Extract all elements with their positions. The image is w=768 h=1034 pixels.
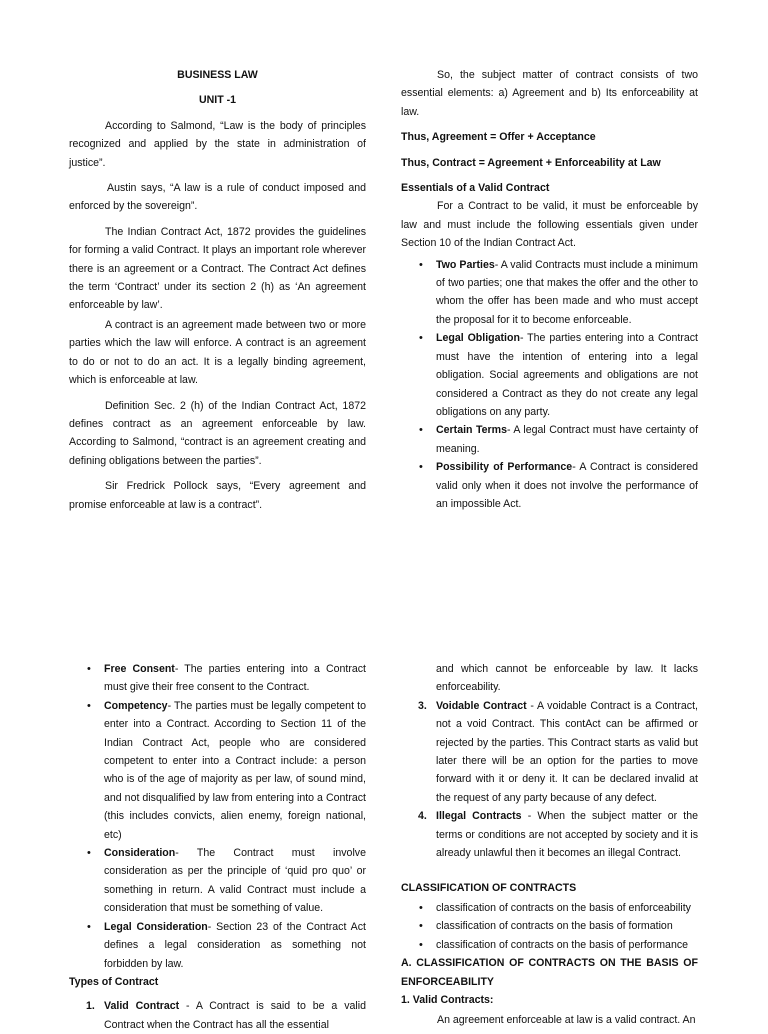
- page1-left-column: [69, 66, 366, 514]
- list-item-term: Certain Terms: [436, 424, 507, 437]
- list-item-term: Illegal Contracts: [436, 810, 522, 823]
- valid-contracts-heading: 1. Valid Contracts:: [401, 993, 494, 1006]
- list-item-term: Competency: [104, 699, 168, 712]
- list-item: [69, 697, 366, 844]
- list-item-term: Possibility of Performance: [436, 461, 573, 474]
- document-title: BUSINESS LAW: [177, 69, 258, 81]
- list-item: [401, 421, 698, 458]
- list-item-text: classification of contracts on the basis of enforceability: [436, 901, 691, 914]
- list-item-term: Free Consent: [104, 663, 175, 675]
- list-item-term: Valid Contract: [104, 1000, 180, 1013]
- essentials-heading: Essentials of a Valid Contract: [401, 182, 550, 195]
- pollock-definition: Sir Fredrick Pollock says, “Every agreement and promise enforceable at law is a contract”.: [69, 480, 366, 511]
- list-item: [69, 844, 366, 918]
- essentials-intro: For a Contract to be valid, it must be enforceable by law and must include the following essentials given under Section 10 of the Indian Contract Act.: [401, 200, 698, 250]
- subject-matter-paragraph: So, the subject matter of contract consists of two essential elements: a) Agreement and b) Its enforceability at law.: [401, 69, 698, 118]
- list-item-text: - When the subject matter or the terms or conditions are not accepted by society and it is already unlawful then it becomes an illegal Contract.: [436, 810, 698, 860]
- types-of-contract-heading: Types of Contract: [69, 975, 159, 988]
- list-item-term: Two Parties: [436, 258, 495, 271]
- definition-paragraph: Definition Sec. 2 (h) of the Indian Contract Act, 1872 defines contract as an agreement enforceable by law. According to Salmond, “contract is an agreement creating and defining obligations between the parties”.: [69, 399, 366, 467]
- list-item-text: - A valid Contracts must include a minimum of two parties; one that makes the offer and the other to whom the offer has been made and who must accept the proposal for it to become enforceable.: [436, 258, 698, 326]
- list-item: [401, 329, 698, 421]
- list-item-text: - A voidable Contract is a Contract, not a void Contract. This contAct can be affirmed or rejected by the parties. This Contract starts as valid but later there will be an option for the parties to move forward with it or deny it. It can be declared invalid at the request of any party because of any defect.: [436, 699, 698, 804]
- contract-equation: Thus, Contract = Agreement + Enforceability at Law: [401, 156, 661, 169]
- list-item-text: - The Contract must involve consideration as per the principle of ‘quid pro quo’ or something in return. A valid Contract must include a consideration that must be something of value.: [104, 847, 366, 915]
- list-item-number: 4.: [418, 810, 427, 823]
- classification-list: [401, 899, 698, 954]
- list-item: [401, 256, 698, 330]
- list-item: [401, 807, 698, 862]
- salmond-definition: According to Salmond, “Law is the body of principles recognized and applied by the state in administration of justice”.: [69, 119, 366, 169]
- essentials-list-continued: [69, 660, 366, 973]
- list-item-text: - The parties must be legally competent to enter into a Contract. According to Section 11 of the Indian Contract Act, people who are considered competent to enter into a Contract include: a person who is of the age of majority as per law, of sound mind, and not disqualified by law from entering into a Contract (this includes convicts, alien enemy, foreign national, etc): [104, 699, 366, 841]
- contract-types-list-continued: [401, 697, 698, 863]
- list-item: [69, 997, 366, 1034]
- page1-right-column: [401, 66, 698, 513]
- list-item-term: Legal Obligation: [436, 332, 520, 345]
- list-item: [69, 660, 366, 697]
- list-item-text: - The parties entering into a Contract must give their free consent to the Contract.: [104, 663, 367, 694]
- list-item-text: classification of contracts on the basis of performance: [436, 938, 689, 951]
- enforceability-heading: A. CLASSIFICATION OF CONTRACTS ON THE BASIS OF ENFORCEABILITY: [401, 957, 698, 988]
- list-item-text: - A Contract is said to be a valid Contract when the Contract has all the essential: [104, 1000, 366, 1031]
- list-item: [69, 918, 366, 973]
- contract-types-list: [69, 997, 366, 1034]
- agreement-equation: Thus, Agreement = Offer + Acceptance: [401, 131, 596, 144]
- contract-paragraph: A contract is an agreement made between two or more parties which the law will enforce. A contract is an agreement to do or not to do an act. It is a legally binding agreement, which is enforceable at law.: [69, 318, 366, 387]
- list-item: [401, 936, 698, 954]
- list-item: [401, 917, 698, 935]
- list-item: [401, 697, 698, 807]
- list-item-text: - A legal Contract must have certainty of meaning.: [436, 424, 699, 455]
- void-contract-continued: and which cannot be enforceable by law. It lacks enforceability.: [436, 663, 698, 694]
- list-item-term: Voidable Contract: [436, 699, 527, 712]
- list-item-text: - Section 23 of the Contract Act defines a legal consideration as something not forbidden by law.: [104, 920, 366, 970]
- austin-definition: Austin says, “A law is a rule of conduct imposed and enforced by the sovereign”.: [69, 182, 366, 213]
- valid-contracts-text: An agreement enforceable at law is a valid contract. An: [437, 1014, 696, 1027]
- list-item-number: 3.: [418, 699, 427, 712]
- page2-right-column: [401, 660, 698, 1030]
- list-item: [401, 458, 698, 513]
- essentials-list: [401, 256, 698, 514]
- list-item-term: Legal Consideration: [104, 920, 208, 933]
- list-item-text: - A Contract is considered valid only when it does not involve the performance of an impossible Act.: [436, 461, 698, 510]
- list-item-text: classification of contracts on the basis of formation: [436, 920, 673, 933]
- unit-heading: UNIT -1: [198, 94, 237, 107]
- page2-left-column: [69, 660, 366, 1034]
- list-item-text: - The parties entering into a Contract must have the intention of entering into a legal obligation. Social agreements and obligations are not considered a Contract as they do not create any legal obligations on any party.: [436, 332, 698, 418]
- list-item-number: 1.: [86, 1000, 95, 1013]
- list-item-term: Consideration: [104, 847, 176, 860]
- classification-heading: CLASSIFICATION OF CONTRACTS: [401, 882, 577, 895]
- contract-act-paragraph: The Indian Contract Act, 1872 provides the guidelines for forming a valid Contract. It plays an important role wherever there is an agreement or a Contract. The Contract Act defines the term ‘Contract’ under its section 2 (h) as ‘An agreement enforceable by law’.: [69, 225, 366, 312]
- list-item: [401, 899, 698, 917]
